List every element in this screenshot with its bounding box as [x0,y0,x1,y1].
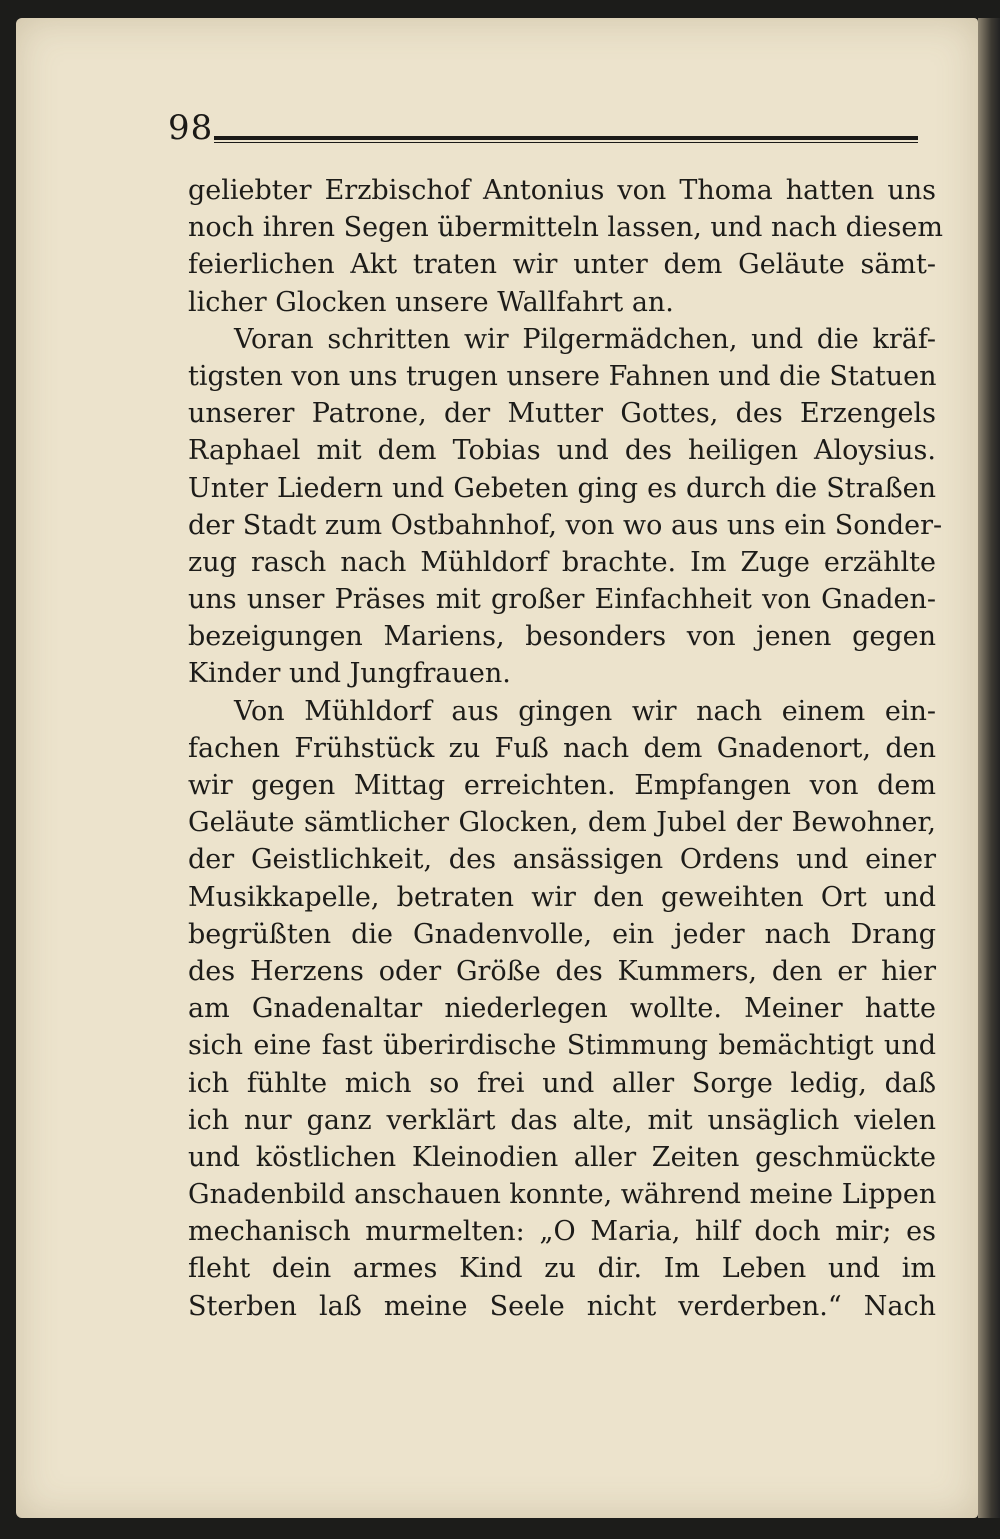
text-line: der Stadt zum Ostbahnhof, von wo aus uns ein Sonder- [188,509,943,541]
header-rule [214,136,918,143]
text-line: ich nur ganz verklärt das alte, mit unsäglich vielen [188,1104,936,1136]
text-line: Von Mühldorf aus gingen wir nach einem ein- [234,695,936,727]
text-line: licher Glocken unsere Wallfahrt an. [188,286,674,318]
book-spine [978,18,1000,1518]
text-line: Sterben laß meine Seele nicht verderben.“ Nach [188,1290,936,1322]
text-line: am Gnadenaltar niederlegen wollte. Meiner hatte [188,993,936,1025]
text-line: wir gegen Mittag erreichten. Empfangen von dem [188,770,936,801]
text-line: feierlichen Akt traten wir unter dem Geläute sämt- [188,249,936,281]
text-line: des Herzens oder Größe des Kummers, den er hier [188,955,936,987]
text-line: noch ihren Segen übermitteln lassen, und nach diesem [188,212,943,244]
text-line: uns unser Präses mit großer Einfachheit von Gnaden- [188,584,936,616]
text-line: fleht dein armes Kind zu dir. Im Leben und im [188,1253,936,1285]
text-line: unserer Patrone, der Mutter Gottes, des Erzengels [188,398,936,430]
text-line: zug rasch nach Mühldorf brachte. Im Zuge erzählte [188,546,936,578]
text-line: sich eine fast überirdische Stimmung bemächtigt und [188,1030,936,1062]
page-number: 98 [168,108,214,148]
text-line: Geläute sämtlicher Glocken, dem Jubel der Bewohner, [188,807,936,839]
body-text [188,172,943,1325]
text-line: Raphael mit dem Tobias und des heiligen Aloysius. [188,435,936,467]
text-line: Gnadenbild anschauen konnte, während meine Lippen [188,1179,937,1211]
text-line: mechanisch murmelten: „O Maria, hilf doch mir; es [188,1216,936,1248]
text-line: Kinder und Jungfrauen. [188,658,511,690]
text-line: und köstlichen Kleinodien aller Zeiten geschmückte [188,1141,936,1173]
text-line: der Geistlichkeit, des ansässigen Ordens und einer [188,844,936,876]
text-line: geliebter Erzbischof Antonius von Thoma hatten uns [188,175,936,206]
text-line: ich fühlte mich so frei und aller Sorge ledig, daß [188,1067,936,1099]
text-line: Unter Liedern und Gebeten ging es durch die Straßen [188,472,936,504]
text-line: tigsten von uns trugen unsere Fahnen und die Statuen [188,360,937,392]
text-line: Voran schritten wir Pilgermädchen, und die kräf- [234,323,936,355]
text-line: bezeigungen Mariens, besonders von jenen gegen [188,621,936,653]
text-line: Musikkapelle, betraten wir den geweihten Ort und [188,881,936,913]
text-line: fachen Frühstück zu Fuß nach dem Gnadenort, den [188,732,936,764]
text-line: begrüßten die Gnadenvolle, ein jeder nach Drang [188,918,936,950]
